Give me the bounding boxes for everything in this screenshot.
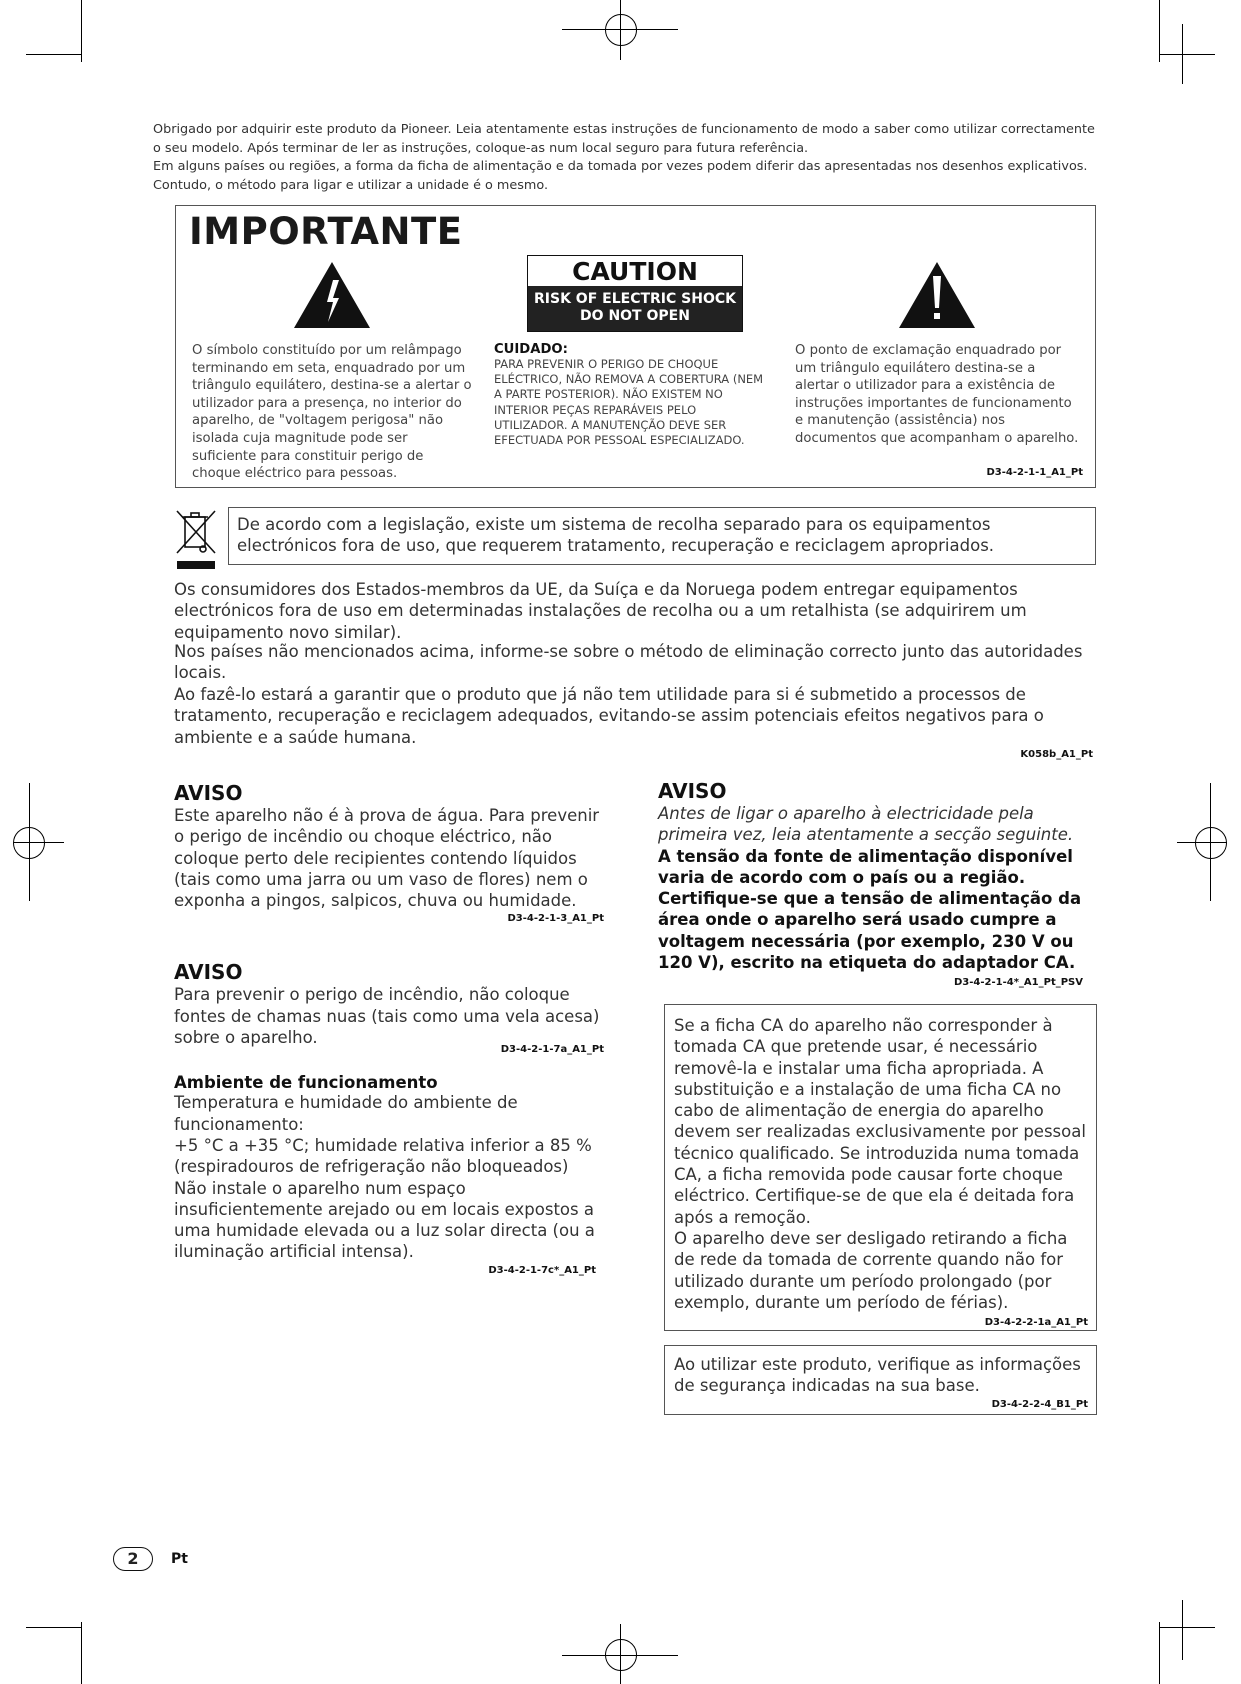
aviso-3-title: AVISO xyxy=(658,779,727,803)
recycle-para-3: Ao fazê-lo estará a garantir que o produto que já não tem utilidade para si é submetido a processos de tratamento, recuperação e reciclagem adequados, evitando-se assim potenciais efeitos negativos para o ambiente e a saúde humana. xyxy=(174,685,1044,747)
right-column-aviso xyxy=(658,779,1091,988)
recycle-para-1: Os consumidores dos Estados-membros da UE, da Suíça e da Noruega podem entregar equipamentos electrónicos fora de uso em determinadas instalações de recolha ou a um retalhista (se adquirirem um equipamento novo similar). xyxy=(174,580,1027,642)
language-code: Pt xyxy=(171,1551,188,1567)
lightning-description: O símbolo constituído por um relâmpago terminando em seta, enquadrado por um triângulo equilátero, destina-se a alertar o utilizador para a presença, no interior do aparelho, de "voltagem perigosa" não isolada cuja magnitude pode ser suficiente para constituir perigo de choque eléctrico para pessoas. xyxy=(192,343,472,482)
aviso-2-text: Para prevenir o perigo de incêndio, não coloque fontes de chamas nuas (tais como uma vela acesa) sobre o aparelho. xyxy=(174,985,600,1048)
aviso-1-code: D3-4-2-1-3_A1_Pt xyxy=(507,913,604,925)
ambiente-line-3: Não instale o aparelho num espaço insuficientemente arejado ou em locais expostos a uma humidade elevada ou a luz solar directa (ou a iluminação artificial intensa). xyxy=(174,1178,595,1262)
importante-code: D3-4-2-1-1_A1_Pt xyxy=(986,467,1083,478)
exclamation-description: O ponto de exclamação enquadrado por um triângulo equilátero destina-se a alertar o utilizador para a existência de instruções importantes de funcionamento e manutenção (assistência) nos documentos que acompanham o aparelho. xyxy=(795,343,1079,446)
aviso-1-title: AVISO xyxy=(174,781,243,805)
recycle-para-2: Nos países não mencionados acima, informe-se sobre o método de eliminação correcto junto das autoridades locais. xyxy=(174,642,1083,683)
cuidado-body: PARA PREVENIR O PERIGO DE CHOQUE ELÉCTRICO, NÃO REMOVA A COBERTURA (NEM A PARTE POSTERIOR). NÃO EXISTEM NO INTERIOR PEÇAS REPARÁVEIS PELO UTILIZADOR. A MANUTENÇÃO DEVE SER EFECTUADA POR PESSOAL ESPECIALIZADO. xyxy=(494,357,764,448)
intro-line-1: Obrigado por adquirir este produto da Pioneer. Leia atentamente estas instruções de funcionamento de modo a saber como utilizar correctamente o seu modelo. Após terminar de ler as instruções, coloque-as num local seguro para futura referência. xyxy=(153,122,1095,156)
left-column xyxy=(174,781,604,1276)
cuidado-title: CUIDADO: xyxy=(494,342,568,357)
ambiente-code: D3-4-2-1-7c*_A1_Pt xyxy=(488,1264,596,1276)
aviso-3-italic: Antes de ligar o aparelho à electricidade pela primeira vez, leia atentamente a secção seguinte. xyxy=(658,804,1074,845)
plug-replacement-box xyxy=(664,1004,1097,1331)
safety-info-box xyxy=(664,1345,1097,1415)
aviso-3-bold: A tensão da fonte de alimentação disponível varia de acordo com o país ou a região. Certifique-se que a tensão de alimentação da área onde o aparelho será usado cumpre a voltagem necessária (por exemplo, 230 V ou 120 V), escrito na etiqueta do adaptador CA. xyxy=(658,846,1082,973)
aviso-2-title: AVISO xyxy=(174,960,243,985)
cuidado-block xyxy=(494,342,770,448)
caution-subtitle xyxy=(528,286,742,331)
caution-title: CAUTION xyxy=(572,257,698,286)
caution-line-2: DO NOT OPEN xyxy=(580,308,690,324)
caution-line-1: RISK OF ELECTRIC SHOCK xyxy=(534,291,736,307)
recycle-notice-box: De acordo com a legislação, existe um sistema de recolha separado para os equipamentos electrónicos fora de uso, que requerem tratamento, recuperação e reciclagem apropriados. xyxy=(228,507,1096,565)
plug-replacement-text: Se a ficha CA do aparelho não corresponder à tomada CA que pretende usar, é necessário removê-la e instalar uma ficha apropriada. A substituição e a instalação de uma ficha CA no cabo de alimentação de energia do aparelho devem ser realizadas exclusivamente por pessoal técnico qualificado. Se introduzida numa tomada CA, a ficha removida pode causar forte choque eléctrico. Certifique-se de que ela é deitada fora após a remoção. xyxy=(674,1016,1086,1227)
aviso-1-text: Este aparelho não é à prova de água. Para prevenir o perigo de incêndio ou choque eléctrico, não coloque perto dele recipientes contendo líquidos (tais como uma jarra ou um vaso de flores) nem o exponha a pingos, salpicos, chuva ou humidade. xyxy=(174,806,600,911)
aviso-3-code: D3-4-2-1-4*_A1_Pt_PSV xyxy=(954,977,1083,989)
exclamation-warning-icon xyxy=(897,260,977,330)
ambiente-line-1: Temperatura e humidade do ambiente de funcionamento: xyxy=(174,1093,518,1134)
intro-line-2: Em alguns países ou regiões, a forma da ficha de alimentação e da tomada por vezes podem diferir das apresentadas nos desenhos explicativos. Contudo, o método para ligar e utilizar a unidade é o mesmo. xyxy=(153,159,1088,193)
safety-info-code: D3-4-2-2-4_B1_Pt xyxy=(991,1398,1088,1410)
ambiente-title: Ambiente de funcionamento xyxy=(174,1073,438,1093)
intro-text xyxy=(153,121,1103,195)
importante-title: IMPORTANTE xyxy=(189,210,463,253)
recycle-code: K058b_A1_Pt xyxy=(1020,749,1093,760)
safety-info-text: Ao utilizar este produto, verifique as informações de segurança indicadas na sua base. xyxy=(674,1355,1081,1396)
weee-bin-icon xyxy=(173,505,219,571)
lightning-warning-icon xyxy=(292,260,372,330)
plug-box-code: D3-4-2-2-1a_A1_Pt xyxy=(984,1317,1088,1329)
caution-label xyxy=(527,255,743,332)
aviso-2-code: D3-4-2-1-7a_A1_Pt xyxy=(500,1044,604,1056)
ambiente-line-2: +5 °C a +35 °C; humidade relativa inferior a 85 % (respiradouros de refrigeração não bloqueados) xyxy=(174,1135,592,1177)
plug-disconnect-text: O aparelho deve ser desligado retirando a ficha de rede da tomada de corrente quando não for utilizado durante um período prolongado (por exemplo, durante um período de férias). xyxy=(674,1228,1068,1312)
page-number: 2 xyxy=(113,1547,153,1571)
